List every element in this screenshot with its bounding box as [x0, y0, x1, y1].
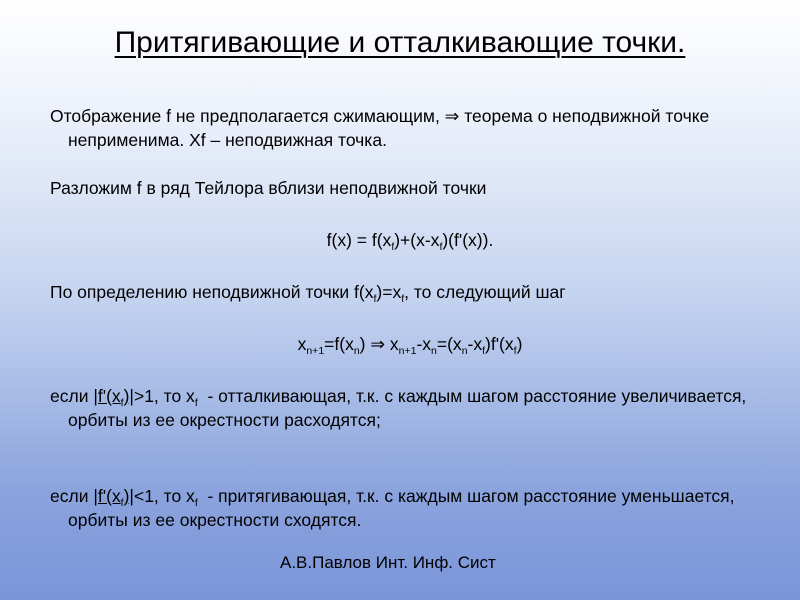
equation-step: $x_{n+1}=f(x_n)$ ⇒ $x_{n+1}-x_n=(x_n-x_f)f'(x_f)$ — [297, 334, 523, 357]
paragraph-attracting: если $|f'(x_f)|<1$, то $x_f$ - притягивающая, т.к. с каждым шагом расстояние уменьшается, орбиты из ее окрестности сходятся. — [50, 486, 740, 530]
footer-author: А.В.Павлов Инт. Инф. Сист — [280, 553, 496, 572]
paragraph-repelling: если $|f'(x_f)|>1$, то $x_f$ - отталкивающая, т.к. с каждым шагом расстояние увеличивается, орбиты из ее окрестности расходятся; — [50, 386, 752, 430]
slide-title: Притягивающие и отталкивающие точки. — [114, 26, 686, 59]
paragraph-mapping: Отображение f не предполагается сжимающим, ⇒ теорема о неподвижной точке неприменима. Xf – неподвижная точка. — [50, 106, 710, 150]
derivative-condition: $|f'(x_f)|$ — [93, 386, 134, 409]
paragraph-definition: По определению неподвижной точки $f(x_f)=x_f$, то следующий шаг — [50, 282, 566, 305]
derivative-condition: $|f'(x_f)|$ — [93, 486, 134, 509]
paragraph-taylor: Разложим f в ряд Тейлора вблизи неподвижной точки — [50, 178, 487, 198]
equation-taylor: $f(x) = f(x_f)+(x-x_f)(f'(x))$. — [326, 230, 494, 253]
